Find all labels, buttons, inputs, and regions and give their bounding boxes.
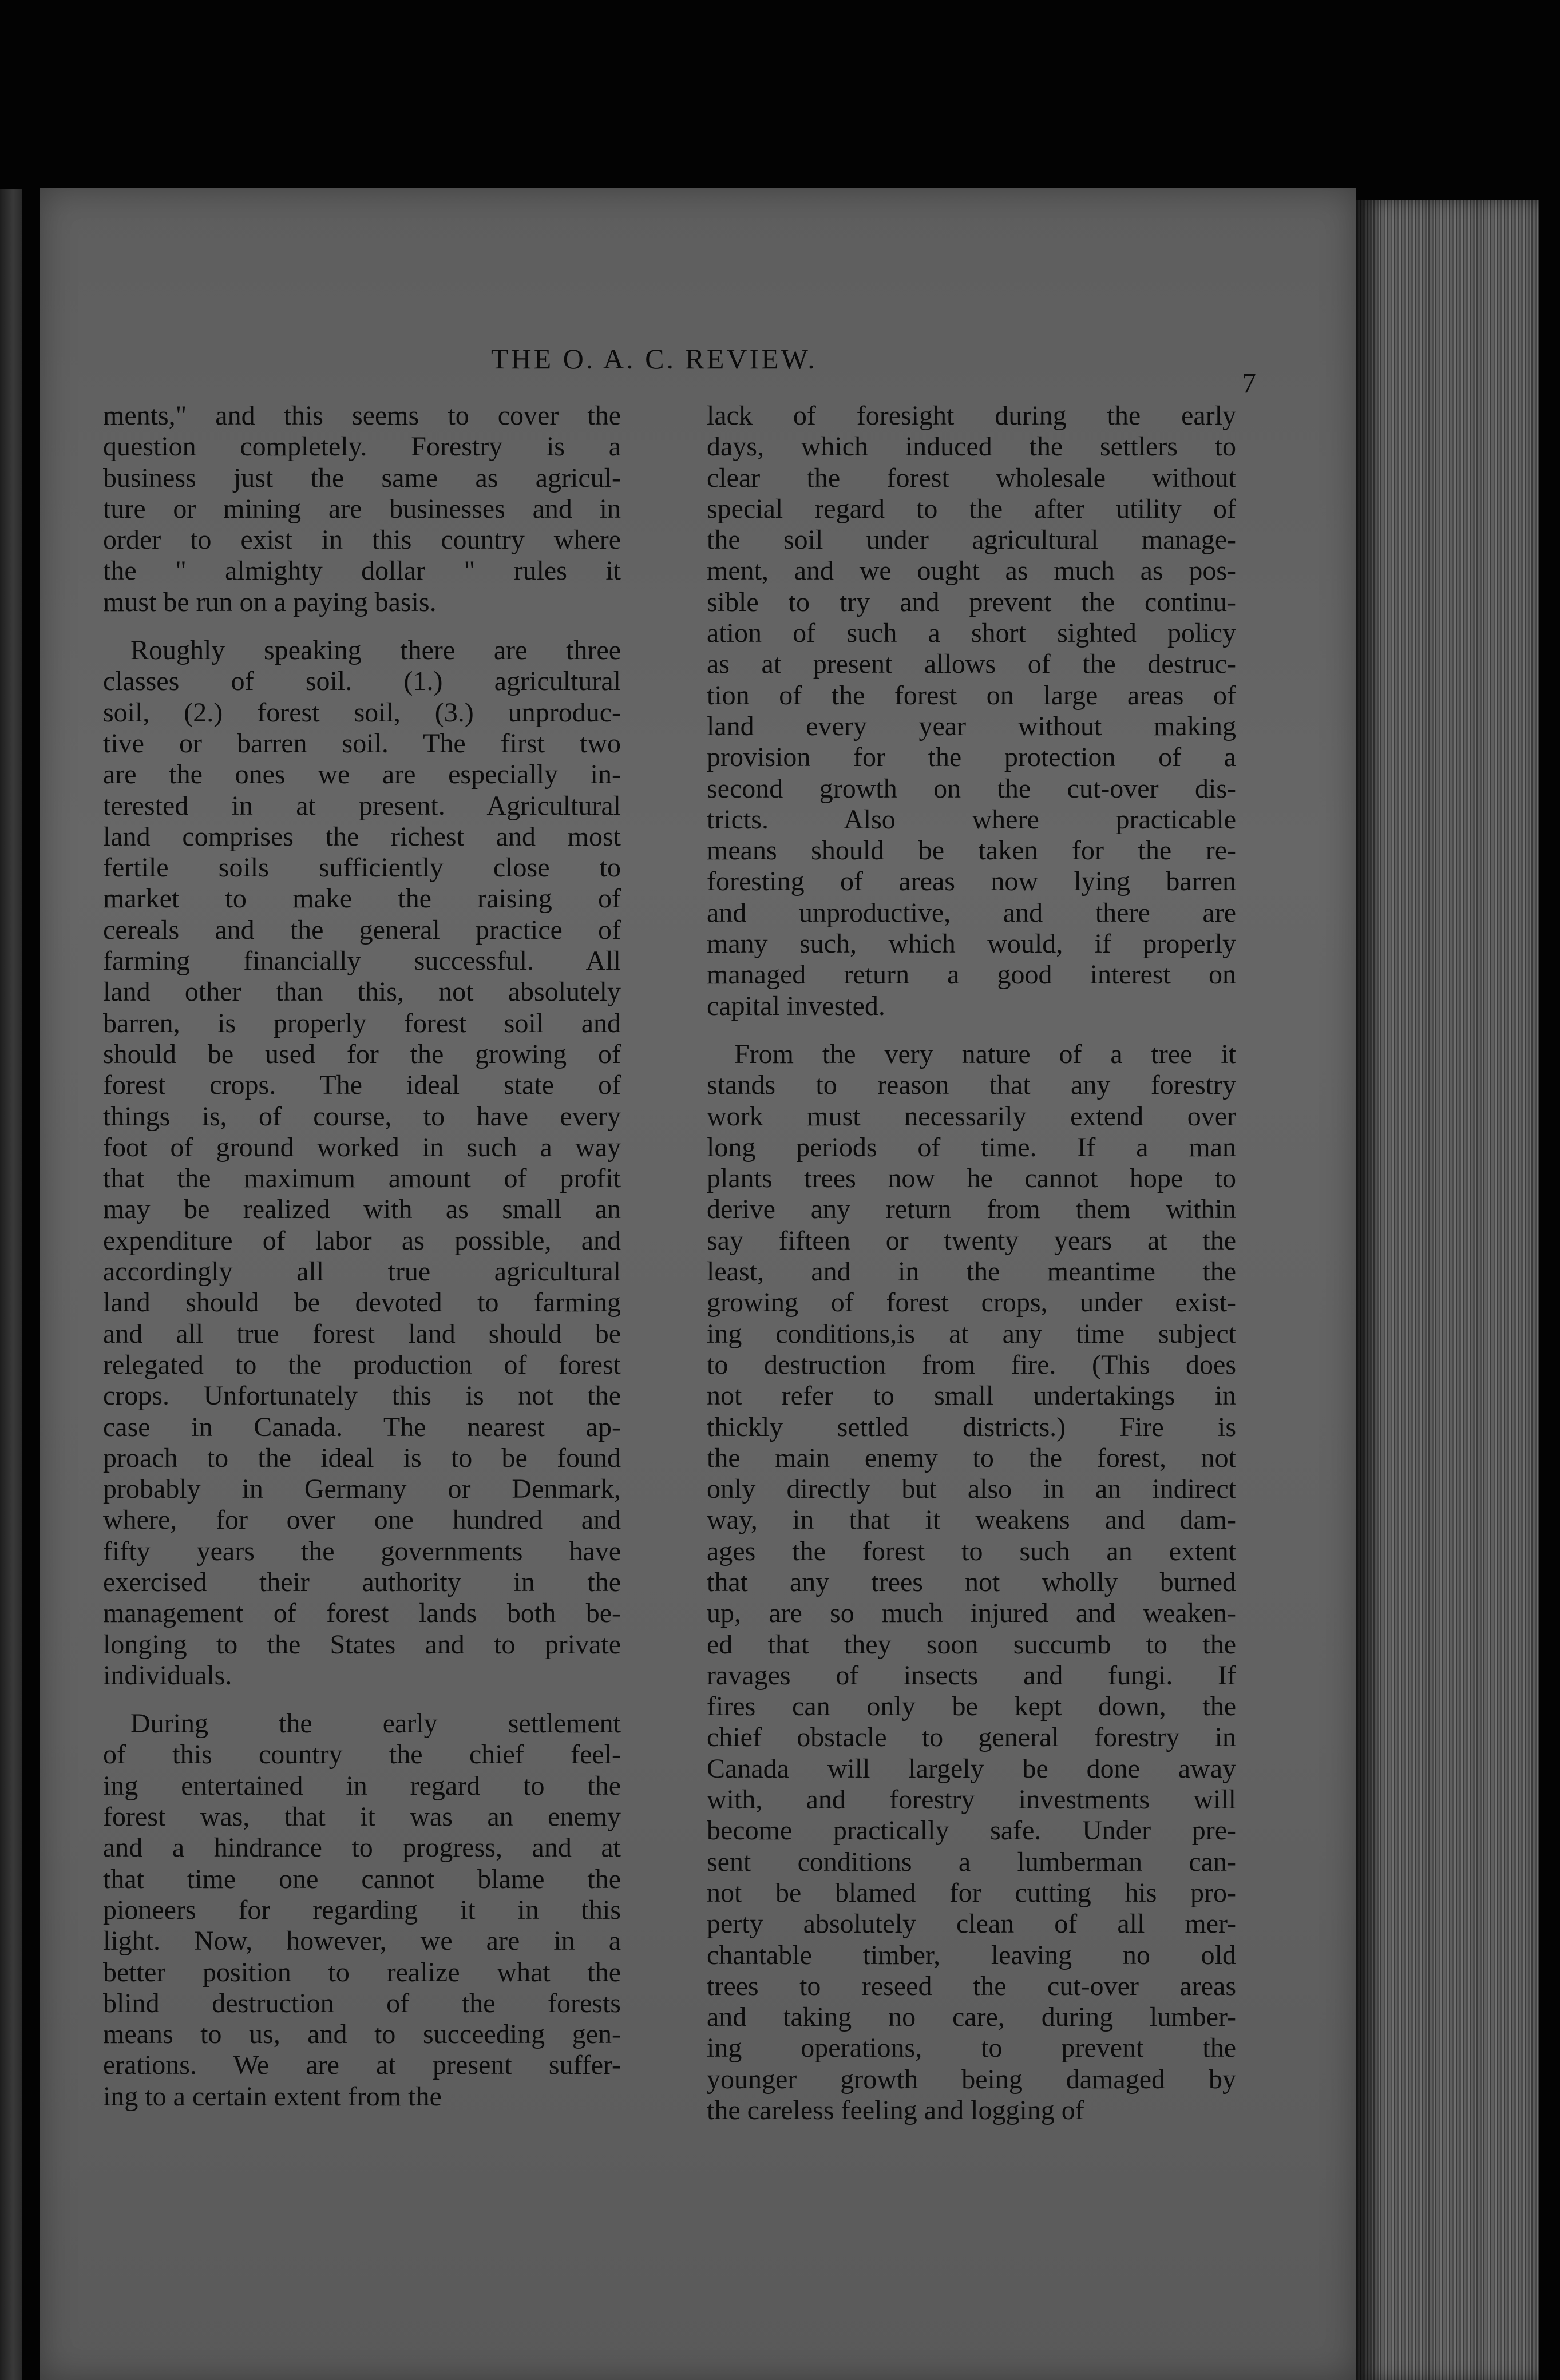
text-line: things is, of course, to have every <box>103 1101 621 1132</box>
text-line: Canada will largely be done away <box>707 1753 1236 1784</box>
text-line: up, are so much injured and weaken- <box>707 1598 1236 1629</box>
paragraph-gap <box>103 618 621 635</box>
text-line: foresting of areas now lying barren <box>707 866 1236 897</box>
text-line: the careless feeling and logging of <box>707 2095 1084 2126</box>
left-column <box>103 400 621 2112</box>
text-line: of this country the chief feel- <box>103 1739 621 1770</box>
text-line: means to us, and to succeeding gen- <box>103 2019 621 2050</box>
text-line: fifty years the governments have <box>103 1536 621 1566</box>
facing-page-edge <box>0 189 22 2380</box>
text-line: the " almighty dollar " rules it <box>103 556 621 586</box>
text-line: ing conditions,is at any time subject <box>707 1318 1236 1349</box>
text-line: ation of such a short sighted policy <box>707 618 1236 649</box>
text-line: land other than this, not absolutely <box>103 977 621 1007</box>
text-line: the main enemy to the forest, not <box>707 1442 1236 1473</box>
paragraph <box>103 635 621 1691</box>
text-line: work must necessarily extend over <box>707 1101 1236 1132</box>
text-line: individuals. <box>103 1660 232 1691</box>
text-line: During the early settlement <box>130 1708 621 1739</box>
text-line: that the maximum amount of profit <box>103 1163 621 1194</box>
text-line: with, and forestry investments will <box>707 1784 1236 1815</box>
text-line: may be realized with as small an <box>103 1194 621 1225</box>
text-line: should be used for the growing of <box>103 1038 621 1069</box>
text-line: market to make the raising of <box>103 883 621 914</box>
paragraph-gap <box>103 1691 621 1708</box>
text-line: stands to reason that any forestry <box>707 1070 1236 1101</box>
text-line: ravages of insects and fungi. If <box>707 1660 1236 1691</box>
text-line: younger growth being damaged by <box>707 2064 1236 2095</box>
paragraph <box>103 1708 621 2112</box>
text-line: chief obstacle to general forestry in <box>707 1722 1236 1753</box>
text-line: case in Canada. The nearest ap- <box>103 1411 621 1442</box>
text-line: ture or mining are businesses and in <box>103 493 621 524</box>
text-line: clear the forest wholesale without <box>707 462 1236 493</box>
text-line: ing to a certain extent from the <box>103 2081 442 2112</box>
text-line: special regard to the after utility of <box>707 493 1236 524</box>
text-line: land every year without making <box>707 711 1236 741</box>
text-line: become practically safe. Under pre- <box>707 1815 1236 1846</box>
text-line: trees to reseed the cut-over areas <box>707 1970 1236 2001</box>
text-line: and unproductive, and there are <box>707 897 1236 928</box>
text-line: proach to the ideal is to be found <box>103 1442 621 1473</box>
text-line: not be blamed for cutting his pro- <box>707 1877 1236 1908</box>
text-line: means should be taken for the re- <box>707 835 1236 866</box>
text-line: that time one cannot blame the <box>103 1863 621 1894</box>
text-line: light. Now, however, we are in a <box>103 1926 621 1957</box>
text-line: and a hindrance to progress, and at <box>103 1832 621 1863</box>
text-line: better position to realize what the <box>103 1957 621 1988</box>
text-line: longing to the States and to private <box>103 1629 621 1660</box>
text-line: forest crops. The ideal state of <box>103 1070 621 1101</box>
text-line: long periods of time. If a man <box>707 1132 1236 1163</box>
book-page-edges <box>1356 200 1539 2380</box>
text-line: probably in Germany or Denmark, <box>103 1474 621 1505</box>
text-line: perty absolutely clean of all mer- <box>707 1909 1236 1939</box>
text-line: exercised their authority in the <box>103 1566 621 1597</box>
text-line: thickly settled districts.) Fire is <box>707 1411 1236 1442</box>
text-line: terested in at present. Agricultural <box>103 790 621 821</box>
paragraph <box>707 400 1236 1022</box>
text-line: erations. We are at present suffer- <box>103 2050 621 2081</box>
text-line: pioneers for regarding it in this <box>103 1894 621 1925</box>
text-line: way, in that it weakens and dam- <box>707 1505 1236 1536</box>
text-line: foot of ground worked in such a way <box>103 1132 621 1163</box>
text-line: management of forest lands both be- <box>103 1598 621 1629</box>
text-line: are the ones we are especially in- <box>103 759 621 790</box>
text-line: question completely. Forestry is a <box>103 431 621 462</box>
text-line: Roughly speaking there are three <box>130 635 621 666</box>
text-line: tricts. Also where practicable <box>707 804 1236 835</box>
text-line: ed that they soon succumb to the <box>707 1629 1236 1660</box>
text-line: say fifteen or twenty years at the <box>707 1225 1236 1256</box>
text-line: provision for the protection of a <box>707 742 1236 773</box>
text-line: derive any return from them within <box>707 1194 1236 1225</box>
text-line: many such, which would, if properly <box>707 929 1236 959</box>
text-line: least, and in the meantime the <box>707 1256 1236 1287</box>
text-line: crops. Unfortunately this is not the <box>103 1381 621 1411</box>
text-line: ment, and we ought as much as pos- <box>707 556 1236 586</box>
text-line: growing of forest crops, under exist- <box>707 1287 1236 1318</box>
text-line: plants trees now he cannot hope to <box>707 1163 1236 1194</box>
gutter-shadow <box>1356 200 1379 2380</box>
text-line: relegated to the production of forest <box>103 1349 621 1380</box>
text-line: managed return a good interest on <box>707 959 1236 990</box>
text-line: and all true forest land should be <box>103 1318 621 1349</box>
text-line: business just the same as agricul- <box>103 462 621 493</box>
text-line: ments," and this seems to cover the <box>103 400 621 431</box>
running-head: THE O. A. C. REVIEW. <box>491 343 817 375</box>
text-line: cereals and the general practice of <box>103 914 621 945</box>
text-line: expenditure of labor as possible, and <box>103 1225 621 1256</box>
text-line: ing entertained in regard to the <box>103 1770 621 1801</box>
text-line: forest was, that it was an enemy <box>103 1802 621 1832</box>
text-line: the soil under agricultural manage- <box>707 525 1236 556</box>
text-line: must be run on a paying basis. <box>103 586 437 617</box>
paragraph-gap <box>707 1022 1236 1039</box>
text-line: land should be devoted to farming <box>103 1287 621 1318</box>
text-line: not refer to small undertakings in <box>707 1381 1236 1411</box>
text-line: to destruction from fire. (This does <box>707 1349 1236 1380</box>
text-line: ages the forest to such an extent <box>707 1536 1236 1566</box>
text-line: order to exist in this country where <box>103 525 621 556</box>
text-line: where, for over one hundred and <box>103 1505 621 1536</box>
text-line: fires can only be kept down, the <box>707 1691 1236 1722</box>
text-line: barren, is properly forest soil and <box>103 1007 621 1038</box>
text-line: days, which induced the settlers to <box>707 431 1236 462</box>
text-line: capital invested. <box>707 990 885 1021</box>
text-line: tion of the forest on large areas of <box>707 680 1236 711</box>
text-line: tive or barren soil. The first two <box>103 728 621 759</box>
text-line: only directly but also in an indirect <box>707 1474 1236 1505</box>
text-line: blind destruction of the forests <box>103 1988 621 2018</box>
text-line: that any trees not wholly burned <box>707 1566 1236 1597</box>
text-line: sent conditions a lumberman can- <box>707 1846 1236 1877</box>
text-line: fertile soils sufficiently close to <box>103 852 621 883</box>
page-number: 7 <box>1242 367 1256 399</box>
paragraph <box>103 400 621 618</box>
text-line: and taking no care, during lumber- <box>707 2002 1236 2033</box>
text-line: lack of foresight during the early <box>707 400 1236 431</box>
text-line: second growth on the cut-over dis- <box>707 773 1236 804</box>
text-line: land comprises the richest and most <box>103 821 621 852</box>
text-line: ing operations, to prevent the <box>707 2033 1236 2064</box>
right-column <box>707 400 1236 2126</box>
text-line: sible to try and prevent the continu- <box>707 586 1236 617</box>
text-line: soil, (2.) forest soil, (3.) unproduc- <box>103 697 621 728</box>
text-line: classes of soil. (1.) agricultural <box>103 666 621 697</box>
text-line: farming financially successful. All <box>103 946 621 977</box>
text-line: From the very nature of a tree it <box>734 1038 1236 1069</box>
text-line: chantable timber, leaving no old <box>707 1939 1236 1970</box>
paragraph <box>707 1039 1236 2126</box>
text-line: as at present allows of the destruc- <box>707 649 1236 680</box>
text-line: accordingly all true agricultural <box>103 1256 621 1287</box>
